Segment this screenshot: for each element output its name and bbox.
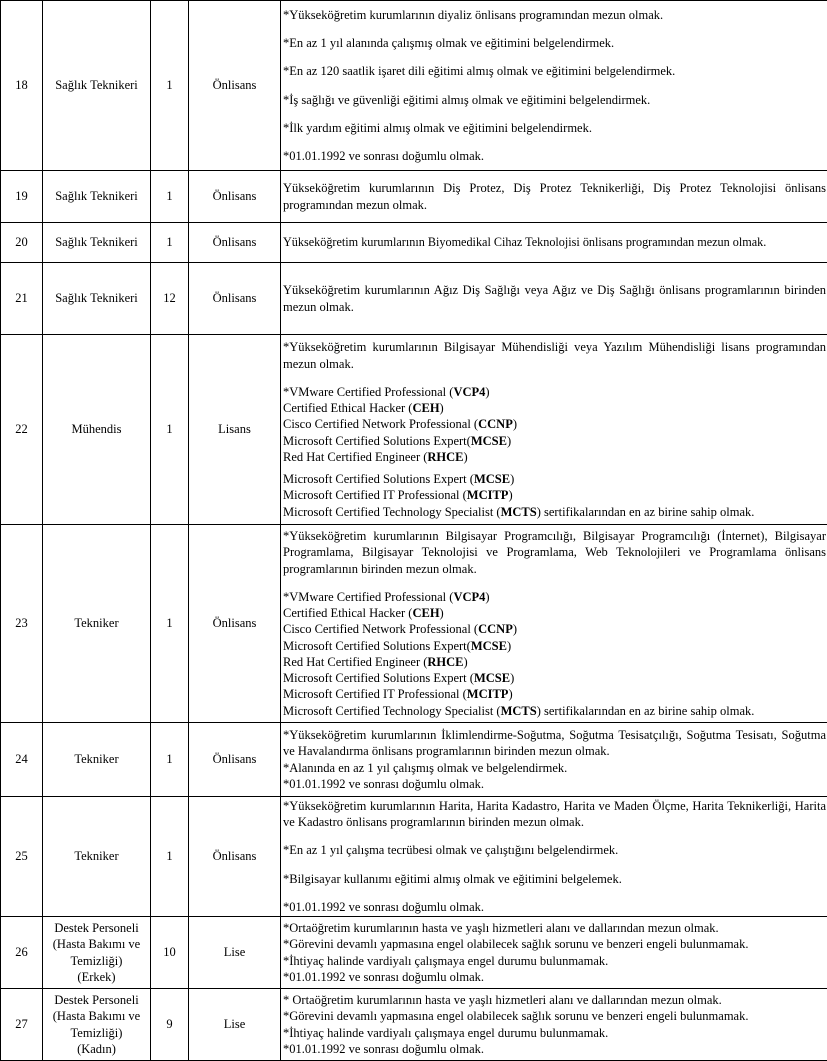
certification: Microsoft Certified Solutions Expert (MCSE) xyxy=(283,670,826,686)
education-level: Önlisans xyxy=(189,223,281,263)
row-number: 25 xyxy=(1,797,43,917)
position-count: 1 xyxy=(151,171,189,223)
education-level: Önlisans xyxy=(189,525,281,723)
certification: Cisco Certified Network Professional (CCNP) xyxy=(283,416,826,432)
position-title: Destek Personeli (Hasta Bakımı ve Temizliği) (Erkek) xyxy=(43,917,151,989)
row-number: 19 xyxy=(1,171,43,223)
education-level: Önlisans xyxy=(189,263,281,335)
table-row xyxy=(1,335,827,525)
position-title: Tekniker xyxy=(43,797,151,917)
position-title: Sağlık Teknikeri xyxy=(43,171,151,223)
requirement: *En az 1 yıl çalışma tecrübesi olmak ve çalıştığını belgelendirmek. xyxy=(283,842,826,858)
requirements-cell xyxy=(281,223,827,263)
education-level: Lise xyxy=(189,989,281,1061)
table-row xyxy=(1,223,827,263)
requirement: *01.01.1992 ve sonrası doğumlu olmak. xyxy=(283,899,826,915)
table-row xyxy=(1,525,827,723)
position-count: 1 xyxy=(151,723,189,797)
certification-list xyxy=(283,384,826,520)
row-number: 26 xyxy=(1,917,43,989)
position-count: 10 xyxy=(151,917,189,989)
certification: Certified Ethical Hacker (CEH) xyxy=(283,400,826,416)
requirements-cell xyxy=(281,525,827,723)
certification: Red Hat Certified Engineer (RHCE) xyxy=(283,654,826,670)
position-title: Mühendis xyxy=(43,335,151,525)
certification: Microsoft Certified IT Professional (MCITP) xyxy=(283,686,826,702)
certification: *VMware Certified Professional (VCP4) xyxy=(283,384,826,400)
certification-list xyxy=(283,589,826,719)
row-number: 27 xyxy=(1,989,43,1061)
requirement: *01.01.1992 ve sonrası doğumlu olmak. xyxy=(283,1041,826,1057)
certification: Microsoft Certified Solutions Expert(MCSE) xyxy=(283,433,826,449)
row-number: 21 xyxy=(1,263,43,335)
requirement: *Alanında en az 1 yıl çalışmış olmak ve belgelendirmek. xyxy=(283,760,826,776)
requirement: *Yükseköğretim kurumlarının Bilgisayar Mühendisliği veya Yazılım Mühendisliği lisans programından mezun olmak. xyxy=(283,339,826,372)
requirement: * Ortaöğretim kurumlarının hasta ve yaşlı hizmetleri alanı ve dallarından mezun olmak. xyxy=(283,992,826,1008)
requirement: *01.01.1992 ve sonrası doğumlu olmak. xyxy=(283,969,826,985)
certification: Microsoft Certified Technology Specialist (MCTS) sertifikalarından en az birine sahip olmak. xyxy=(283,703,826,719)
position-count: 1 xyxy=(151,223,189,263)
position-title: Tekniker xyxy=(43,723,151,797)
certification: Microsoft Certified Technology Specialist (MCTS) sertifikalarından en az birine sahip olmak. xyxy=(283,504,826,520)
row-number: 22 xyxy=(1,335,43,525)
row-number: 24 xyxy=(1,723,43,797)
requirement: *Yükseköğretim kurumlarının diyaliz önlisans programından mezun olmak. xyxy=(283,7,826,23)
position-count: 1 xyxy=(151,1,189,171)
table-row xyxy=(1,1,827,171)
requirements-cell xyxy=(281,989,827,1061)
position-count: 1 xyxy=(151,335,189,525)
certification: *VMware Certified Professional (VCP4) xyxy=(283,589,826,605)
position-title: Sağlık Teknikeri xyxy=(43,263,151,335)
requirement: *İhtiyaç halinde vardiyalı çalışmaya engel durumu bulunmamak. xyxy=(283,953,826,969)
position-title: Sağlık Teknikeri xyxy=(43,223,151,263)
row-number: 20 xyxy=(1,223,43,263)
requirement: *Görevini devamlı yapmasına engel olabilecek sağlık sorunu ve benzeri engeli bulunmamak. xyxy=(283,936,826,952)
requirement: *Yükseköğretim kurumlarının Bilgisayar Programcılığı, Bilgisayar Programcılığı (İnternet), Bilgisayar Programlama, Bilgisayar Teknolojisi ve Programlama, Web Teknolojileri ve Programlama önlisans programlarının birinden mezun olmak. xyxy=(283,528,826,577)
requirements-cell xyxy=(281,1,827,171)
certification: Red Hat Certified Engineer (RHCE) xyxy=(283,449,826,465)
position-count: 12 xyxy=(151,263,189,335)
table-row xyxy=(1,723,827,797)
table-row xyxy=(1,171,827,223)
requirement: *Yükseköğretim kurumlarının İklimlendirme-Soğutma, Soğutma Tesisatçılığı, Soğutma Tesisatı, Soğutma ve Havalandırma önlisans programlarının birinden mezun olmak. xyxy=(283,727,826,760)
position-title: Destek Personeli (Hasta Bakımı ve Temizliği) (Kadın) xyxy=(43,989,151,1061)
table-row xyxy=(1,917,827,989)
position-count: 1 xyxy=(151,525,189,723)
requirements-cell xyxy=(281,171,827,223)
position-count: 1 xyxy=(151,797,189,917)
education-level: Önlisans xyxy=(189,723,281,797)
education-level: Önlisans xyxy=(189,797,281,917)
requirement: *Bilgisayar kullanımı eğitimi almış olmak ve eğitimini belgelemek. xyxy=(283,871,826,887)
certification: Cisco Certified Network Professional (CCNP) xyxy=(283,621,826,637)
requirement: *01.01.1992 ve sonrası doğumlu olmak. xyxy=(283,776,826,792)
requirement: Yükseköğretim kurumlarının Ağız Diş Sağlığı veya Ağız ve Diş Sağlığı önlisans programlarının birinden mezun olmak. xyxy=(283,282,826,315)
requirement: *01.01.1992 ve sonrası doğumlu olmak. xyxy=(283,148,826,164)
education-level: Lise xyxy=(189,917,281,989)
requirement: Yükseköğretim kurumlarının Diş Protez, Diş Protez Teknikerliği, Diş Protez Teknolojisi önlisans programından mezun olmak. xyxy=(283,180,826,213)
requirement: *Yükseköğretim kurumlarının Harita, Harita Kadastro, Harita ve Maden Ölçme, Harita Teknikerliği, Harita ve Kadastro önlisans programlarının birinden mezun olmak. xyxy=(283,798,826,831)
education-level: Lisans xyxy=(189,335,281,525)
requirement: *En az 120 saatlik işaret dili eğitimi almış olmak ve eğitimini belgelendirmek. xyxy=(283,63,826,79)
education-level: Önlisans xyxy=(189,171,281,223)
requirements-cell xyxy=(281,263,827,335)
requirements-cell xyxy=(281,335,827,525)
row-number: 23 xyxy=(1,525,43,723)
position-title: Sağlık Teknikeri xyxy=(43,1,151,171)
requirement: *İş sağlığı ve güvenliği eğitimi almış olmak ve eğitimini belgelendirmek. xyxy=(283,92,826,108)
table-row xyxy=(1,989,827,1061)
requirements-cell xyxy=(281,723,827,797)
education-level: Önlisans xyxy=(189,1,281,171)
position-count: 9 xyxy=(151,989,189,1061)
certification: Microsoft Certified Solutions Expert(MCSE) xyxy=(283,638,826,654)
table-row xyxy=(1,263,827,335)
requirements-cell xyxy=(281,917,827,989)
certification: Microsoft Certified IT Professional (MCITP) xyxy=(283,487,826,503)
requirement: *Ortaöğretim kurumlarının hasta ve yaşlı hizmetleri alanı ve dallarından mezun olmak. xyxy=(283,920,826,936)
position-title: Tekniker xyxy=(43,525,151,723)
table-row xyxy=(1,797,827,917)
requirements-cell xyxy=(281,797,827,917)
requirement: *En az 1 yıl alanında çalışmış olmak ve eğitimini belgelendirmek. xyxy=(283,35,826,51)
requirement: *İhtiyaç halinde vardiyalı çalışmaya engel durumu bulunmamak. xyxy=(283,1025,826,1041)
requirement: *İlk yardım eğitimi almış olmak ve eğitimini belgelendirmek. xyxy=(283,120,826,136)
certification: Certified Ethical Hacker (CEH) xyxy=(283,605,826,621)
requirement: Yükseköğretim kurumlarının Biyomedikal Cihaz Teknolojisi önlisans programından mezun olmak. xyxy=(283,235,826,251)
row-number: 18 xyxy=(1,1,43,171)
certification: Microsoft Certified Solutions Expert (MCSE) xyxy=(283,471,826,487)
requirement: *Görevini devamlı yapmasına engel olabilecek sağlık sorunu ve benzeri engeli bulunmamak. xyxy=(283,1008,826,1024)
